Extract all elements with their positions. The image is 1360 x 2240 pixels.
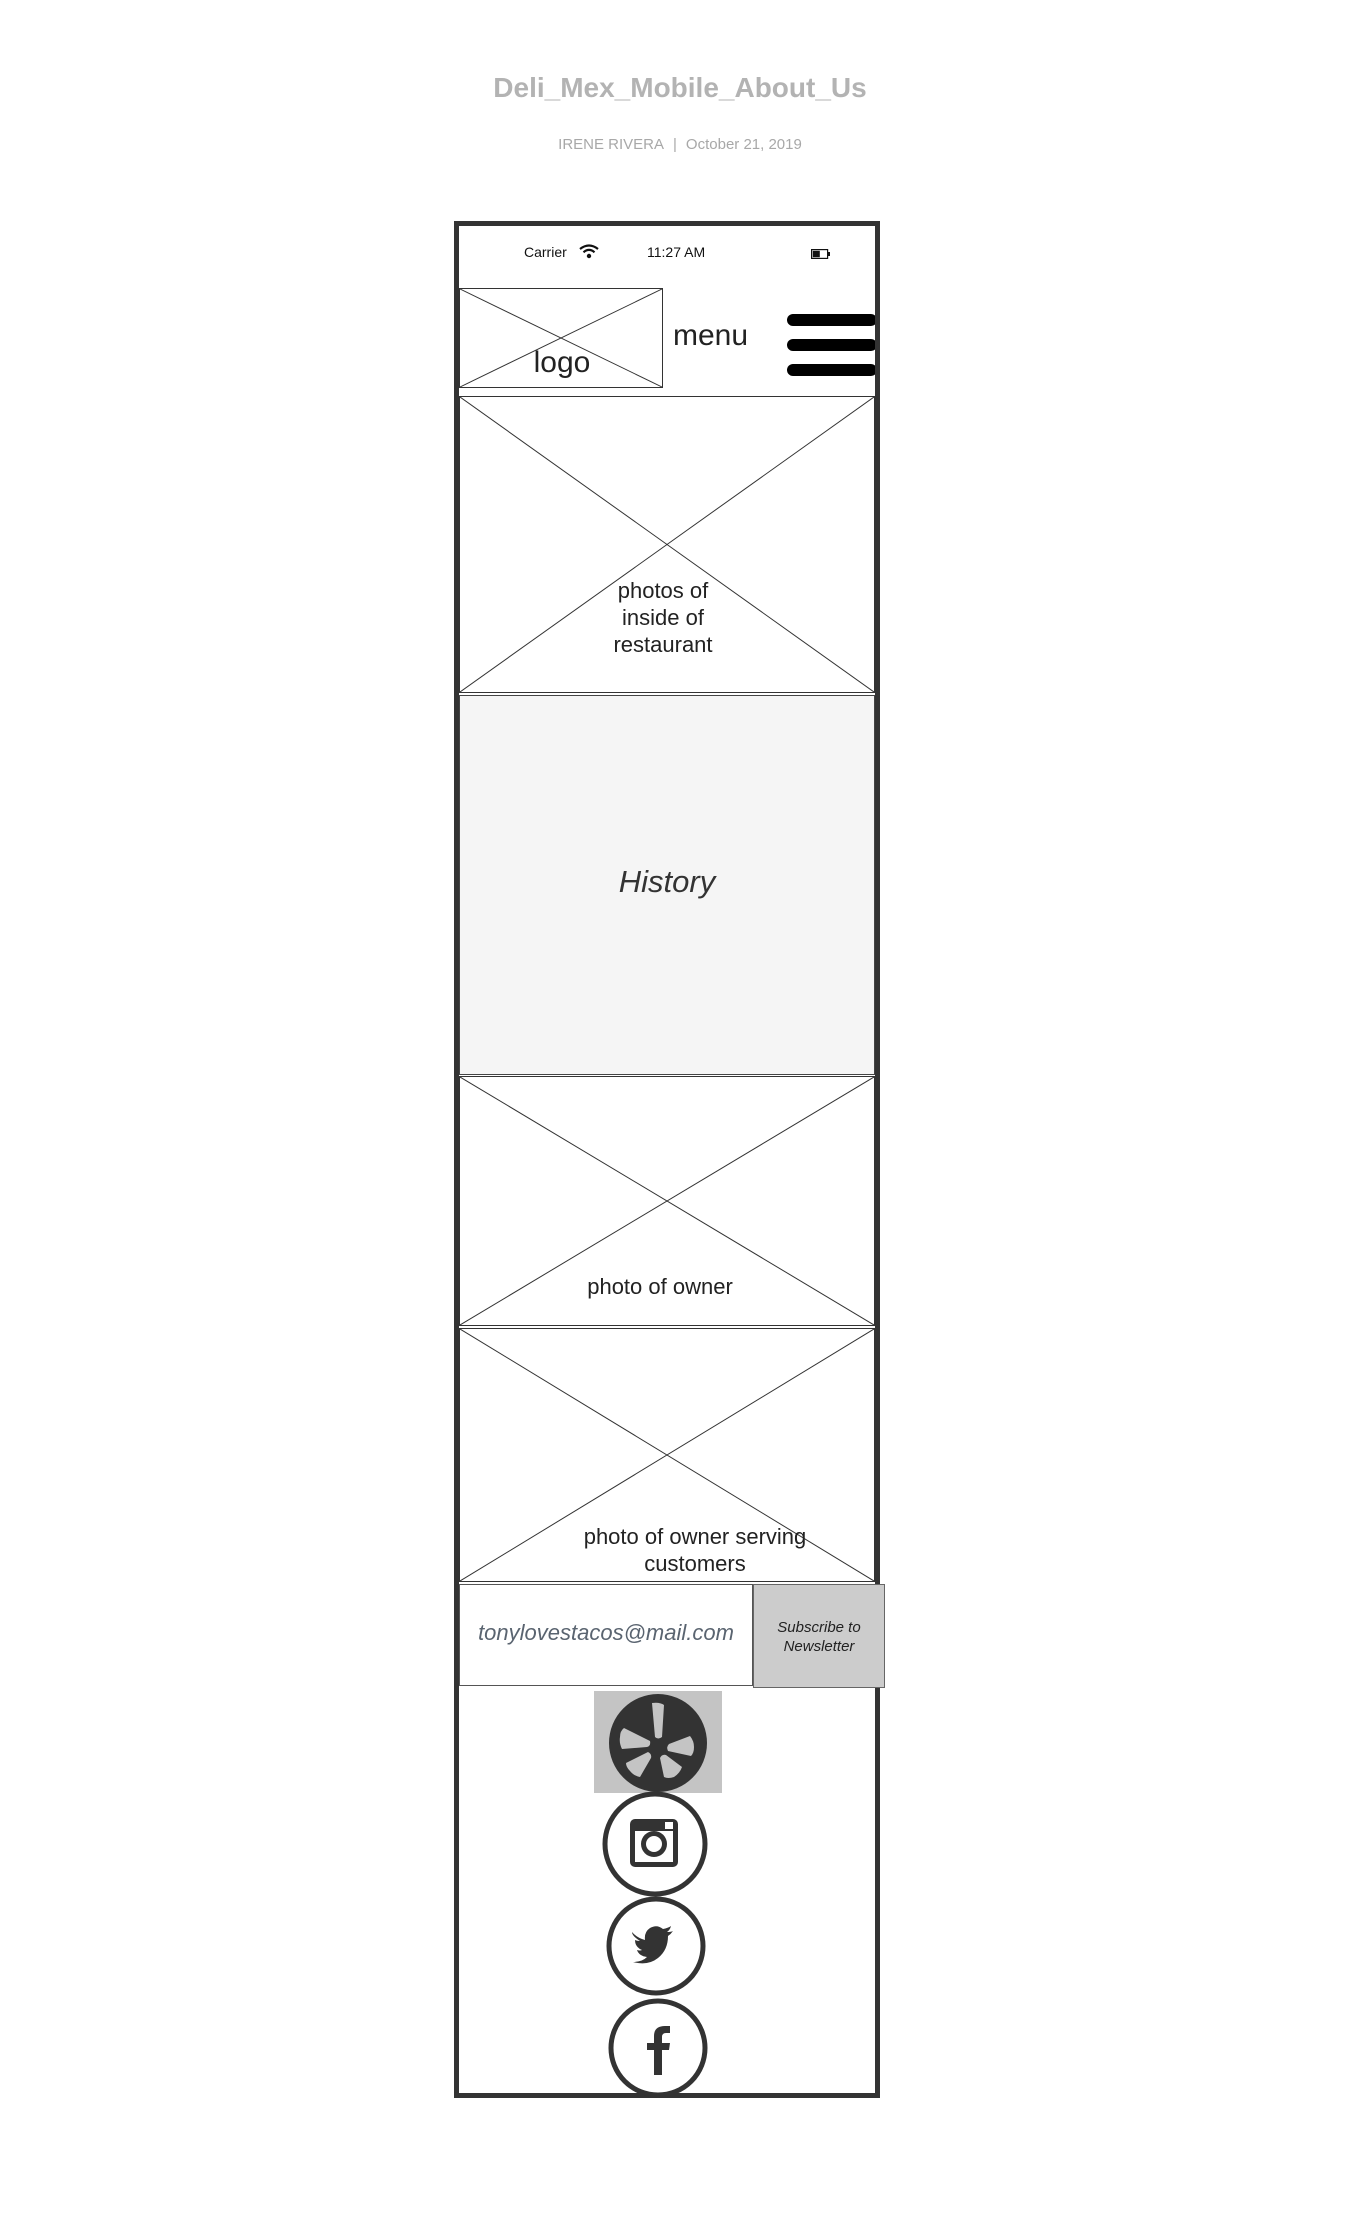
document-date: October 21, 2019 (685, 136, 802, 153)
owner-serving-photo-placeholder[interactable] (459, 1328, 875, 1582)
author-name: IRENE RIVERA (558, 136, 665, 153)
owner-photo-placeholder[interactable] (459, 1076, 875, 1326)
document-title: Deli_Mex_Mobile_About_Us (493, 72, 867, 103)
newsletter-email-field[interactable] (459, 1584, 753, 1686)
battery-icon (811, 246, 831, 256)
logo-placeholder[interactable] (459, 288, 663, 388)
subscribe-button-label (754, 1618, 884, 1656)
owner-serving-photo-label (560, 1523, 830, 1577)
logo-label: logo (533, 346, 591, 379)
carrier-label: Carrier (524, 244, 567, 260)
email-field-value: tonylovestacos@mail.com (478, 1620, 734, 1645)
restaurant-photos-placeholder[interactable] (459, 396, 875, 693)
subscribe-button[interactable] (753, 1584, 885, 1688)
history-section (459, 695, 875, 1075)
facebook-icon[interactable] (608, 1998, 712, 2102)
label-line: inside of (622, 605, 704, 630)
hamburger-menu-icon[interactable] (787, 312, 875, 378)
restaurant-photos-label (578, 577, 748, 658)
yelp-icon[interactable] (594, 1691, 722, 1793)
status-bar (459, 226, 875, 281)
wifi-icon (579, 243, 599, 259)
history-heading: History (618, 864, 716, 899)
menu-label[interactable]: menu (673, 319, 749, 352)
button-label-line: Subscribe to (777, 1619, 861, 1636)
label-line: photos of (617, 578, 709, 603)
instagram-icon[interactable] (601, 1791, 709, 1897)
label-line: photo of owner serving (583, 1524, 807, 1549)
button-label-line: Newsletter (783, 1638, 855, 1655)
label-line: customers (644, 1551, 746, 1576)
label-line: restaurant (613, 632, 713, 657)
meta-separator: | (673, 136, 677, 153)
phone-frame (454, 221, 880, 2098)
owner-photo-label: photo of owner (587, 1274, 733, 1299)
clock-time: 11:27 AM (647, 244, 706, 260)
document-meta (0, 136, 1360, 153)
twitter-icon[interactable] (605, 1896, 709, 1996)
